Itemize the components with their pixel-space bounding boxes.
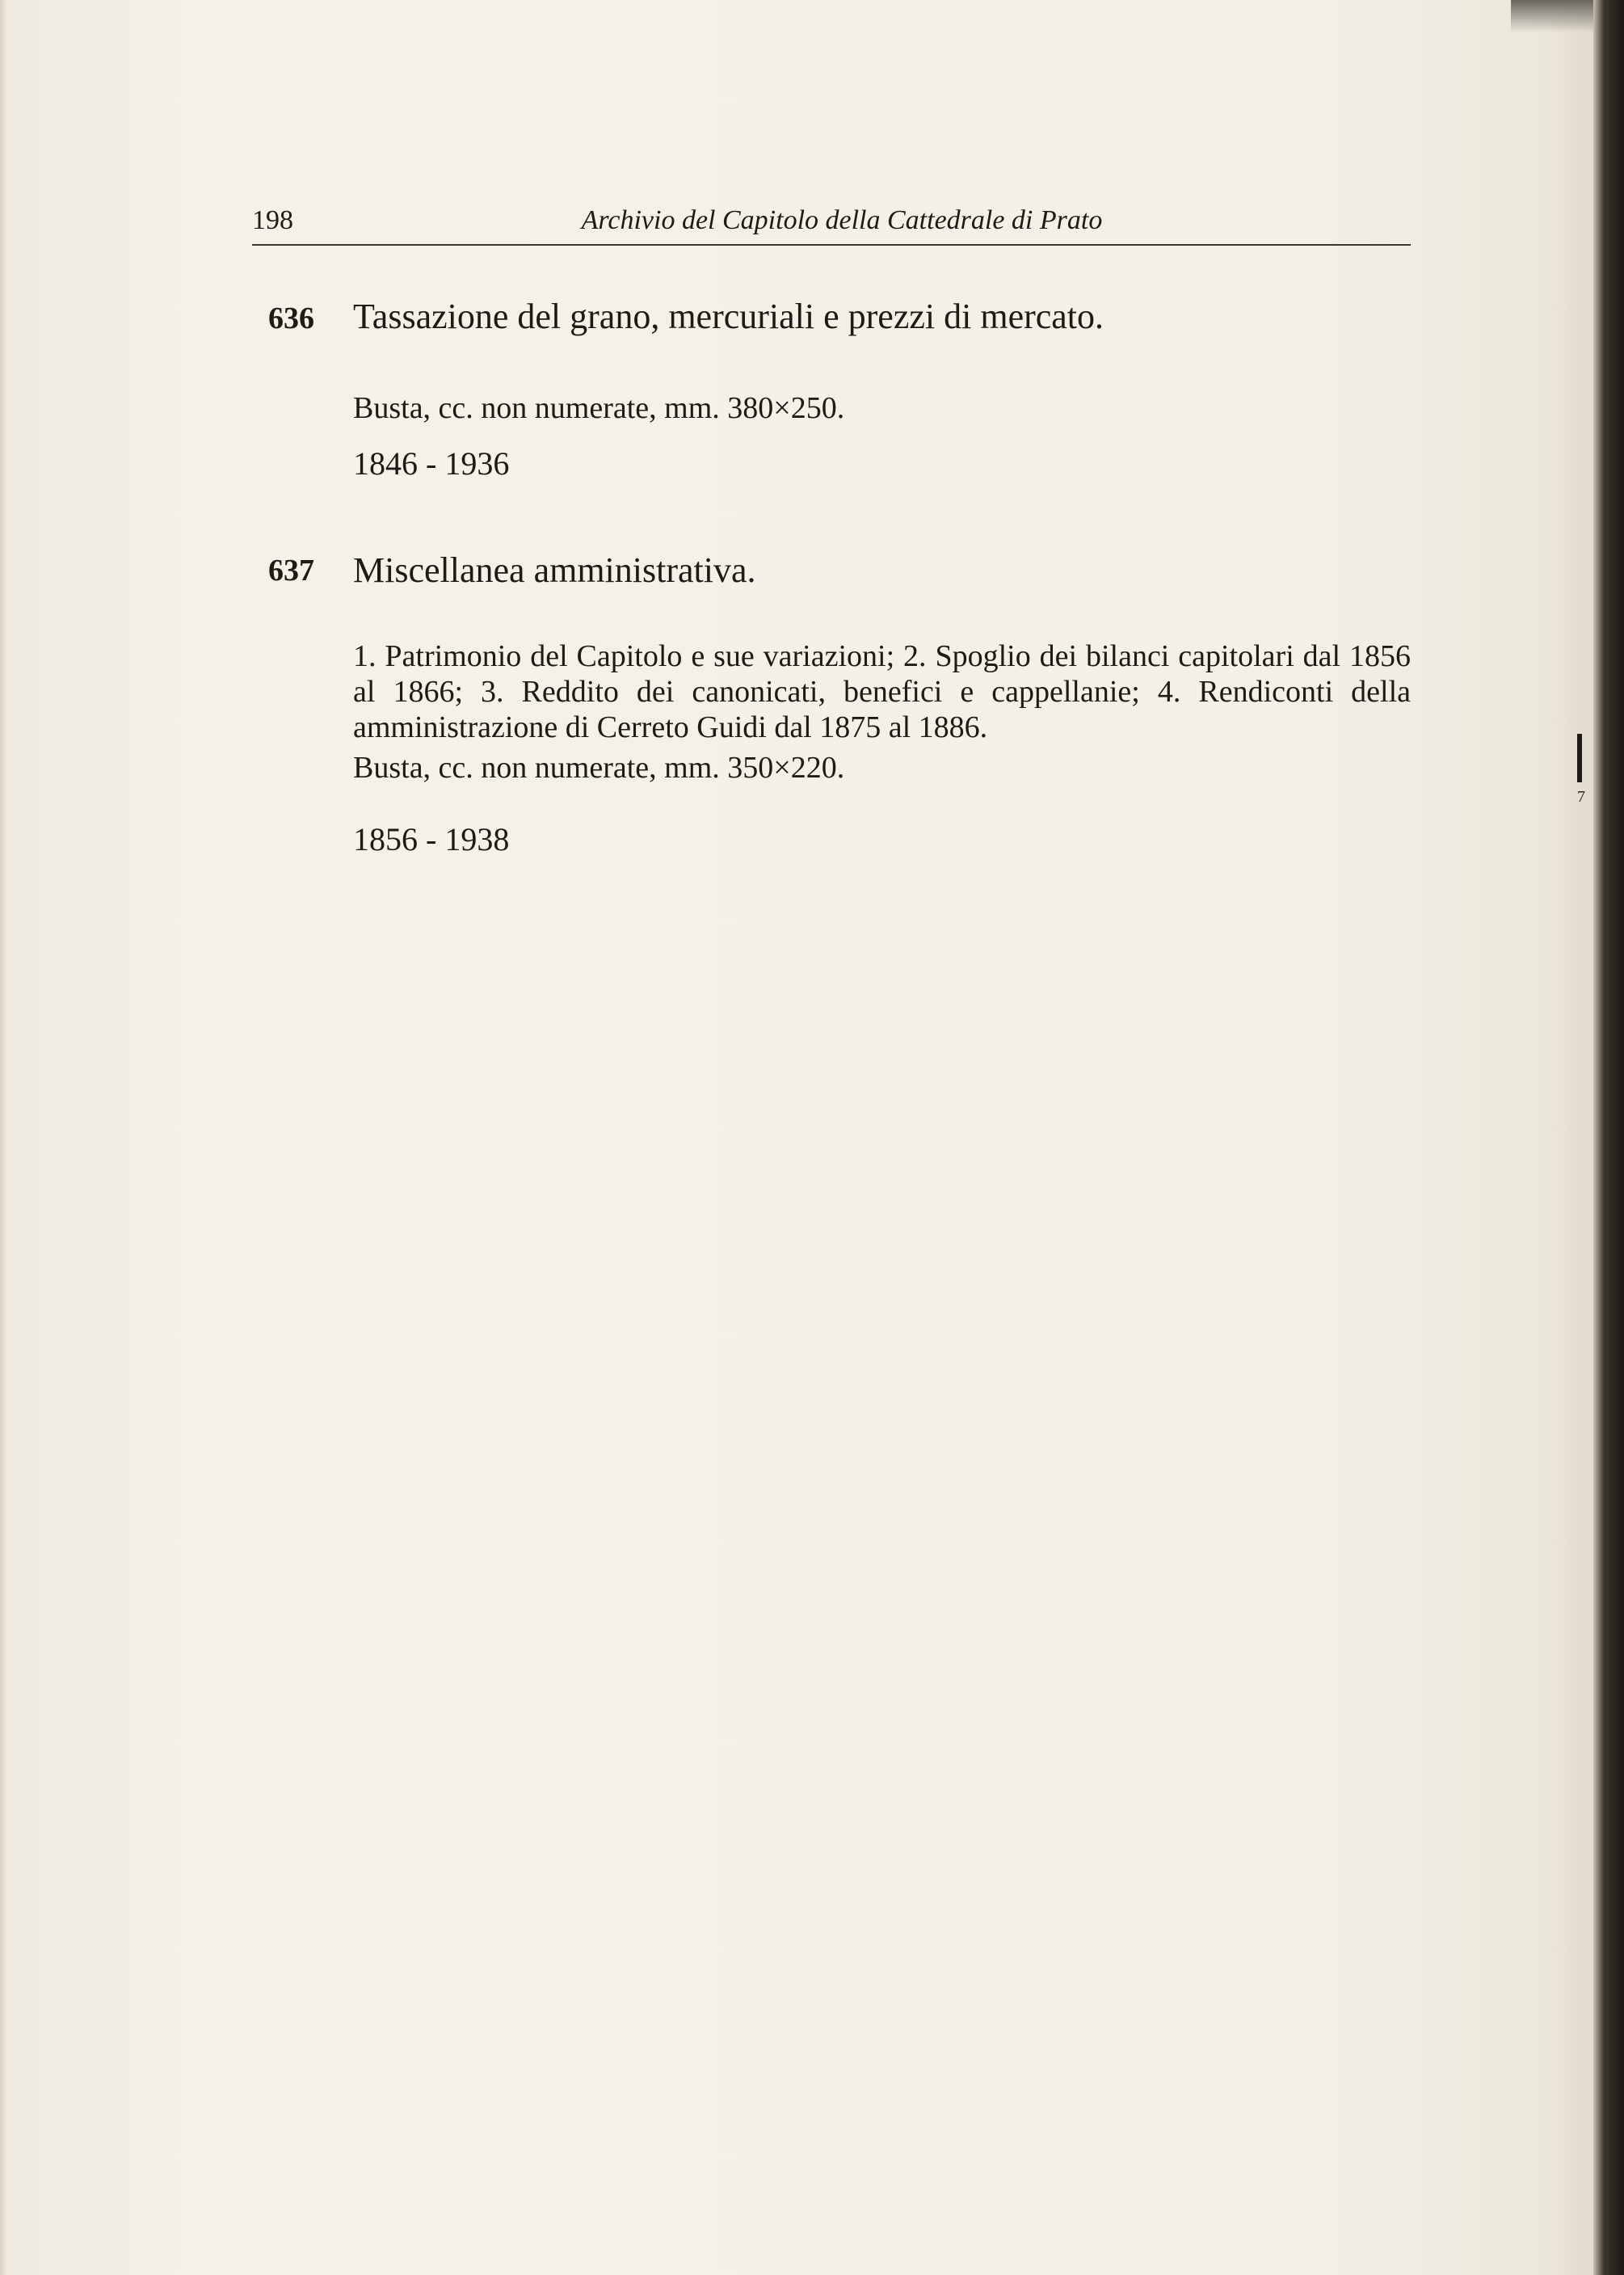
page-number: 198 xyxy=(252,205,293,235)
entry-physical-description: Busta, cc. non numerate, mm. 380×250. xyxy=(353,391,845,425)
entry-title: Miscellanea amministrativa. xyxy=(353,550,756,590)
entry-dates: 1846 - 1936 xyxy=(353,445,510,482)
page-header xyxy=(252,204,1411,246)
entry-physical-description: Busta, cc. non numerate, mm. 350×220. xyxy=(353,751,845,785)
entry-number: 636 xyxy=(268,301,314,335)
entry-title: Tassazione del grano, mercuriali e prezzi di mercato. xyxy=(353,297,1104,336)
right-binding-shadow xyxy=(1593,0,1624,2275)
edge-bar-mark xyxy=(1577,734,1582,782)
entry-number: 637 xyxy=(268,554,314,588)
entry-contents-description: 1. Patrimonio del Capitolo e sue variazioni; 2. Spoglio dei bilanci capitolari dal 1856 al 1866; 3. Reddito dei canonicati, benefici e cappellanie; 4. Rendiconti della amministrazione di Cerreto Guidi dal 1875 al 1886. xyxy=(353,639,1411,744)
running-title: Archivio del Capitolo della Cattedrale di Prato xyxy=(581,205,1103,235)
entry-dates: 1856 - 1938 xyxy=(353,821,510,857)
left-page-edge xyxy=(0,0,8,2275)
edge-mark-text: 7 xyxy=(1577,788,1585,806)
